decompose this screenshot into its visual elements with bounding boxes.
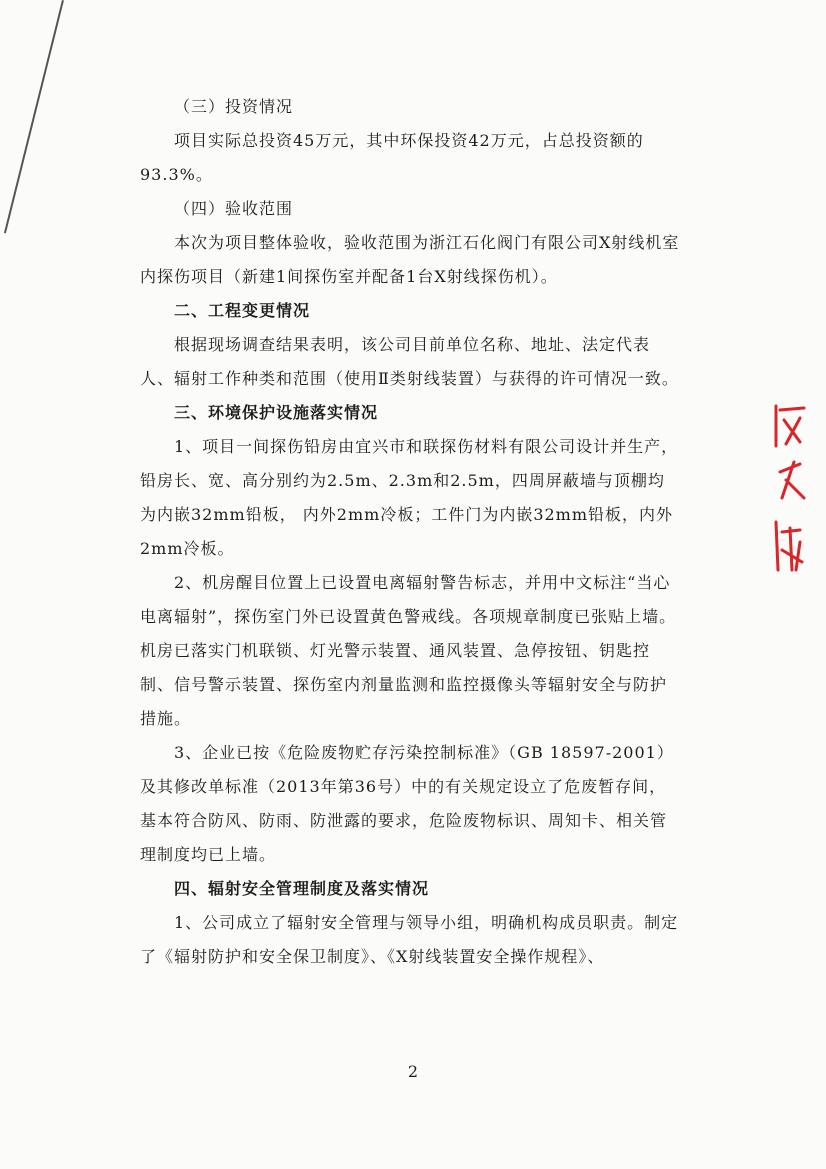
para-changes: 根据现场调查结果表明，该公司目前单位名称、地址、法定代表人、辐射工作种类和范围（使用Ⅱ类射线装置）与获得的许可情况一致。 (140, 335, 679, 388)
scan-edge-line (4, 0, 64, 233)
heading-env-measures: 三、环境保护设施落实情况 (174, 403, 379, 422)
page-number: 2 (407, 1062, 419, 1081)
heading-investment: （三）投资情况 (174, 97, 294, 116)
para-scope: 本次为项目整体验收，验收范围为浙江石化阀门有限公司X射线机室内探伤项目（新建1间探伤室并配备1台X射线探伤机）。 (140, 233, 680, 286)
para-mgmt-1: 1、公司成立了辐射安全管理与领导小组，明确机构成员职责。制定了《辐射防护和安全保卫制度》、《X射线装置安全操作规程》、 (140, 913, 679, 966)
red-seal-stamp (770, 402, 810, 578)
body-text (140, 90, 680, 974)
para-env-3: 3、企业已按《危险废物贮存污染控制标准》（GB 18597-2001）及其修改单标准（2013年第36号）中的有关规定设立了危废暂存间，基本符合防风、防雨、防泄露的要求，危险废物标识、周知卡、相关管理制度均已上墙。 (140, 743, 674, 864)
para-env-2: 2、机房醒目位置上已设置电离辐射警告标志，并用中文标注“当心电离辐射”，探伤室门外已设置黄色警戒线。各项规章制度已张贴上墙。机房已落实门机联锁、灯光警示装置、通风装置、急停按钮、钥匙控制、信号警示装置、探伤室内剂量监测和监控摄像头等辐射安全与防护措施。 (140, 573, 677, 728)
para-env-1: 1、项目一间探伤铅房由宜兴市和联探伤材料有限公司设计并生产， 铅房长、宽、高分别约为2.5m、2.3m和2.5m，四周屏蔽墙与顶棚均为内嵌32mm铅板， 内外2mm冷板；工件门为内嵌32mm铅板，内外2mm冷板。 (140, 437, 679, 558)
heading-scope: （四）验收范围 (174, 199, 294, 218)
para-investment: 项目实际总投资45万元，其中环保投资42万元，占总投资额的93.3%。 (140, 131, 644, 184)
heading-changes: 二、工程变更情况 (174, 301, 311, 320)
heading-radiation-mgmt: 四、辐射安全管理制度及落实情况 (174, 879, 430, 898)
